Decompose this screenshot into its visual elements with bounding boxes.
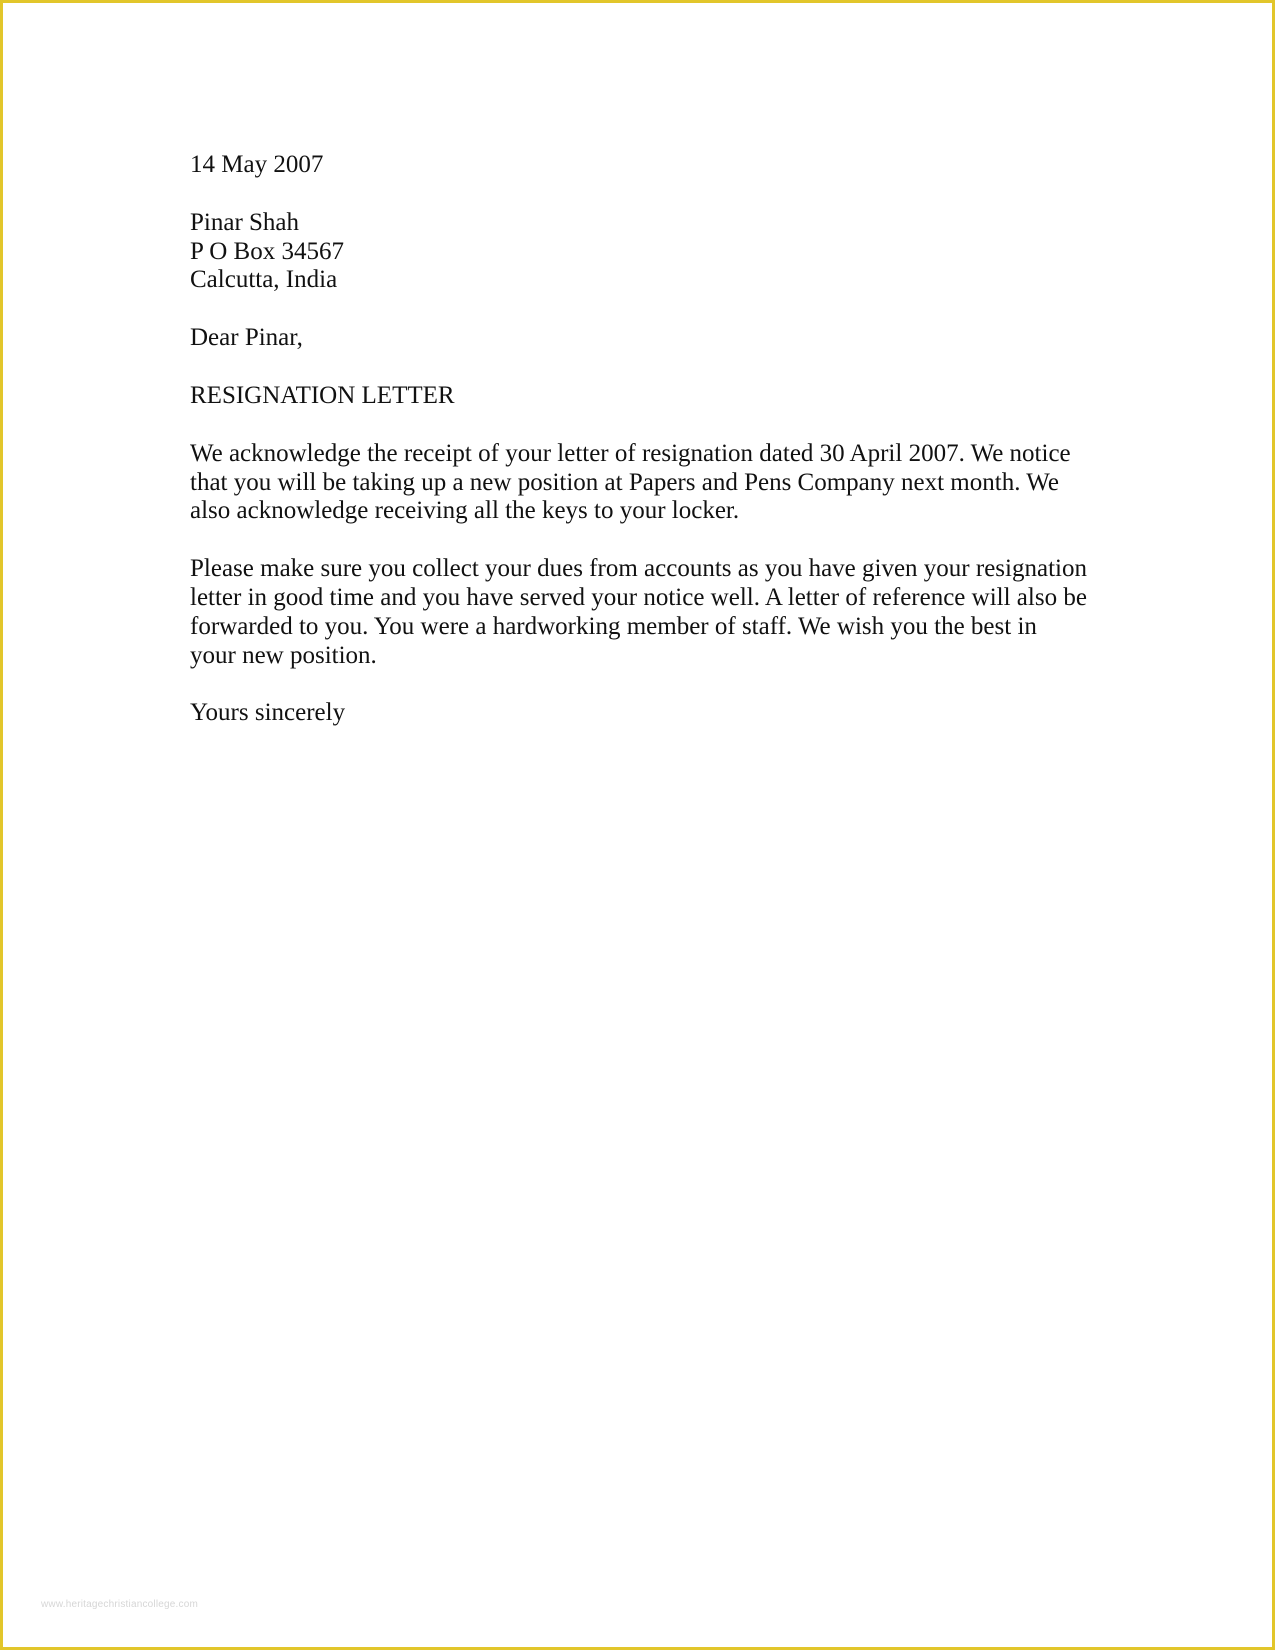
recipient-name: Pinar Shah — [190, 208, 300, 236]
paragraph-2-line: Please make sure you collect your dues from accounts as you have given your resignation — [190, 555, 1087, 583]
recipient-address-line-2: Calcutta, India — [190, 266, 338, 294]
recipient-address-line-1: P O Box 34567 — [190, 237, 344, 265]
watermark: www.heritagechristiancollege.com — [41, 1599, 199, 1610]
paragraph-2-line: forwarded to you. You were a hardworking member of staff. We wish you the best in — [190, 612, 1037, 640]
paragraph-1-line: that you will be taking up a new position at Papers and Pens Company next month. We — [190, 468, 1059, 496]
paragraph-2-line: your new position. — [190, 641, 377, 669]
paragraph-1 — [190, 440, 1100, 526]
salutation: Dear Pinar, — [190, 324, 303, 352]
paragraph-2-line: letter in good time and you have served your notice well. A letter of reference will also be — [190, 583, 1087, 611]
paragraph-1-line: also acknowledge receiving all the keys to your locker. — [190, 497, 740, 525]
letter-date: 14 May 2007 — [190, 151, 324, 178]
paragraph-2 — [190, 555, 1100, 670]
paragraph-1-line: We acknowledge the receipt of your letter of resignation dated 30 April 2007. We notice — [190, 439, 1071, 467]
letter-body — [190, 151, 1100, 757]
recipient-address — [190, 209, 1100, 295]
subject-line: RESIGNATION LETTER — [190, 381, 455, 409]
closing: Yours sincerely — [190, 699, 346, 727]
